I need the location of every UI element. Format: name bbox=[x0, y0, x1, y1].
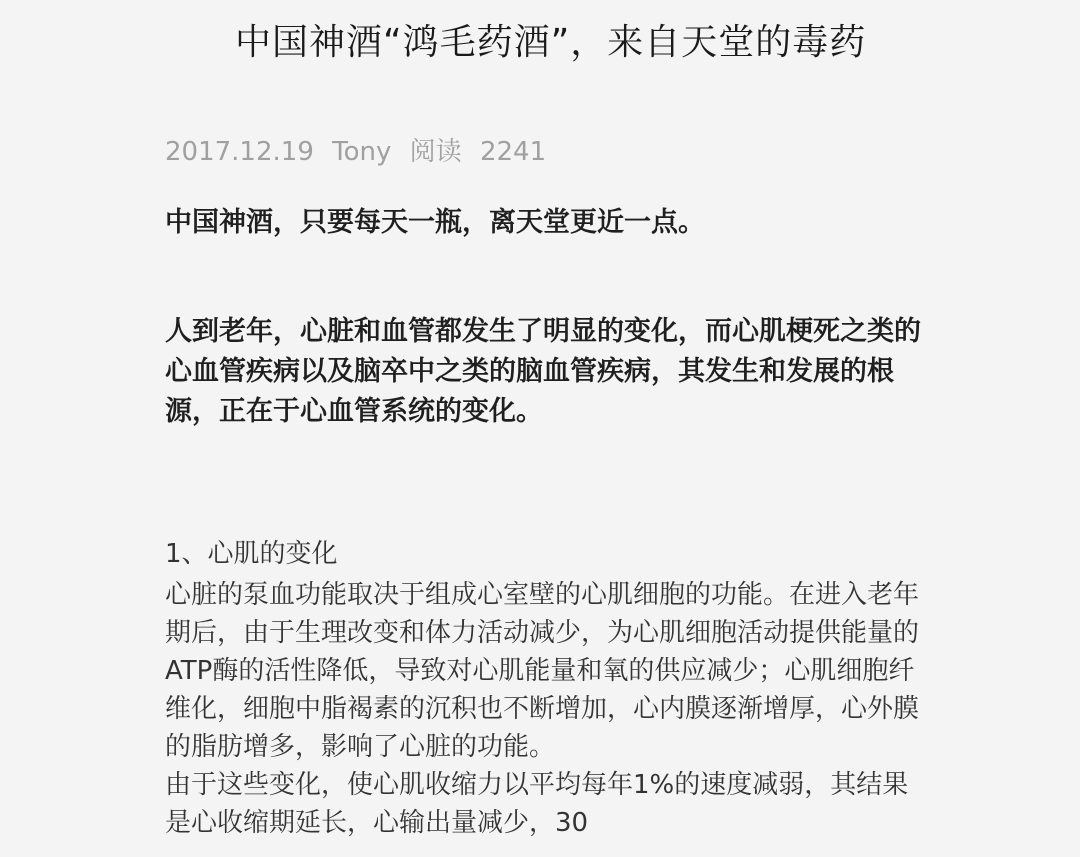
lead-paragraph: 中国神酒，只要每天一瓶，离天堂更近一点。 bbox=[165, 207, 705, 238]
section-body bbox=[165, 576, 925, 842]
intro-paragraph bbox=[165, 312, 925, 432]
article-title: 中国神酒“鸿毛药酒”，来自天堂的毒药 bbox=[235, 22, 867, 63]
article-meta bbox=[165, 134, 556, 170]
author-name[interactable]: Tony bbox=[332, 137, 392, 167]
reads-count: 2241 bbox=[479, 137, 547, 167]
section-paragraph-1: 心脏的泵血功能取决于组成心室壁的心肌细胞的功能。在进入老年期后，由于生理改变和体力活动减少，为心肌细胞活动提供能量的ATP酶的活性降低，导致对心肌能量和氧的供应减少；心肌细胞纤维化，细胞中脂褐素的沉积也不断增加，心内膜逐渐增厚，心外膜的脂肪增多，影响了心脏的功能。 bbox=[165, 580, 920, 762]
intro-text: 人到老年，心脏和血管都发生了明显的变化，而心肌梗死之类的心血管疾病以及脑卒中之类的脑血管疾病，其发生和发展的根源，正在于心血管系统的变化。 bbox=[165, 316, 921, 427]
section-paragraph-2: 由于这些变化，使心肌收缩力以平均每年1%的速度减弱，其结果是心收缩期延长，心输出量减少，30 bbox=[165, 770, 909, 838]
reads-label: 阅读 bbox=[409, 137, 462, 167]
publish-date: 2017.12.19 bbox=[165, 137, 314, 167]
section-heading: 1、心肌的变化 bbox=[165, 539, 338, 569]
